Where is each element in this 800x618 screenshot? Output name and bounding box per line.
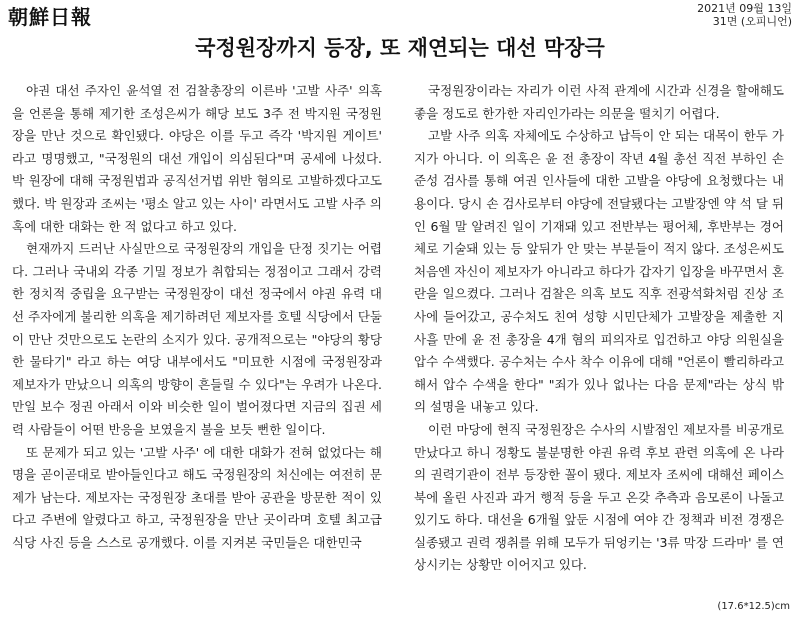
article-title: 국정원장까지 등장, 또 재연되는 대선 막장극	[195, 36, 605, 60]
masthead	[0, 0, 800, 28]
article-column-left	[12, 80, 382, 554]
paragraph: 야권 대선 주자인 윤석열 전 검찰총장의 이른바 '고발 사주' 의혹을 언론을 통해 제기한 조성은씨가 해당 보도 3주 전 박지원 국정원장을 만난 것으로 확인됐다. 야당은 이를 두고 즉각 '박지원 게이트' 라고 명명했고, "국정원의 대선 개입이 의심된다"며 공세에 나섰다. 박 원장에 대해 국정원법과 공직선거법 위반 혐의로 고발하겠다고도 했다. 박 원장과 조씨는 '평소 알고 있는 사이' 라면서도 고발 사주 의혹에 대한 대화는 한 적 없다고 하고 있다.	[12, 83, 382, 234]
paragraph: 현재까지 드러난 사실만으로 국정원장의 개입을 단정 짓기는 어렵다. 그러나 국내외 각종 기밀 정보가 취합되는 정점이고 그래서 강력한 정치적 중립을 요구받는 국정원장이 대선 정국에서 야권 유력 대선 주자에게 불리한 의혹을 제기하려던 제보자를 호텔 식당에서 단둘이 만난 것만으로도 논란의 소지가 있다. 공개적으로는 "야당의 황당한 물타기" 라고 하는 여당 내부에서도 "미묘한 시점에 국정원장과 제보자가 만났으니 의혹의 방향이 흔들릴 수 있다"는 우려가 나온다. 만일 보수 정권 아래서 이와 비슷한 일이 벌어졌다면 지금의 집권 세력 사람들이 어떤 반응을 보였을지 불을 보듯 뻔한 일이다.	[12, 241, 382, 437]
paragraph: 국정원장이라는 자리가 이런 사적 관계에 시간과 신경을 할애해도 좋을 정도로 한가한 자리인가라는 의문을 떨치기 어렵다.	[414, 83, 784, 121]
page-section: 31면 (오피니언)	[712, 15, 792, 28]
paragraph: 고발 사주 의혹 자체에도 수상하고 납득이 안 되는 대목이 한두 가지가 아니다. 이 의혹은 윤 전 총장이 작년 4월 총선 직전 부하인 손준성 검사를 통해 여권 인사들에 대한 고발을 야당에 요청했다는 내용이다. 당시 손 검사로부터 야당에 전달됐다는 고발장엔 약 석 달 뒤인 6월 말 알려진 일이 기재돼 있고 전반부는 평어체, 후반부는 경어체로 기술돼 있는 등 앞뒤가 안 맞는 부분들이 적지 않다. 조성은씨도 처음엔 자신이 제보자가 아니라고 하다가 갑자기 입장을 바꾸면서 혼란을 일으켰다. 그러나 검찰은 의혹 보도 직후 전광석화처럼 진상 조사에 들어갔고, 공수처도 친여 성향 시민단체가 고발장을 제출한 지 사흘 만에 윤 전 총장을 4개 혐의 피의자로 입건하고 야당 의원실을 압수 수색했다. 공수처는 수사 착수 이유에 대해 "언론이 빨리하라고 해서 압수 수색을 한다" "죄가 있나 없나는 다음 문제"라는 상식 밖의 설명을 내놓고 있다.	[414, 128, 784, 415]
publication-meta	[697, 2, 792, 28]
paragraph: 이런 마당에 현직 국정원장은 수사의 시발점인 제보자를 비공개로 만났다고 하니 정황도 불분명한 야권 유력 후보 관련 의혹에 온 나라의 권력기관이 전부 등장한 꼴이 됐다. 제보자 조씨에 대해선 페이스북에 올린 사진과 과거 행적 등을 두고 온갖 추측과 음모론이 나돌고 있기도 하다. 대선을 6개월 앞둔 시점에 여야 간 정책과 비전 경쟁은 실종됐고 권력 쟁취를 위해 모두가 뒤엉키는 '3류 막장 드라마' 를 연상시키는 상황만 이어지고 있다.	[414, 421, 784, 573]
publication-date: 2021년 09월 13일	[697, 2, 792, 15]
paragraph: 또 문제가 되고 있는 '고발 사주' 에 대한 대화가 전혀 없었다는 해명을 곧이곧대로 받아들인다고 해도 국정원장의 처신에는 여전히 문제가 남는다. 제보자는 국정원장 초대를 받아 공관을 방문한 적이 있다고 주변에 알렸다고 하고, 국정원장을 만난 곳이라며 호텔 최고급 식당 사진 등을 스스로 공개했다. 이를 지켜본 국민들은 대한민국	[12, 444, 382, 550]
newspaper-logo: 朝鮮日報	[8, 5, 92, 29]
article-column-right	[414, 80, 784, 577]
article-size-note: (17.6*12.5)cm	[717, 601, 790, 612]
